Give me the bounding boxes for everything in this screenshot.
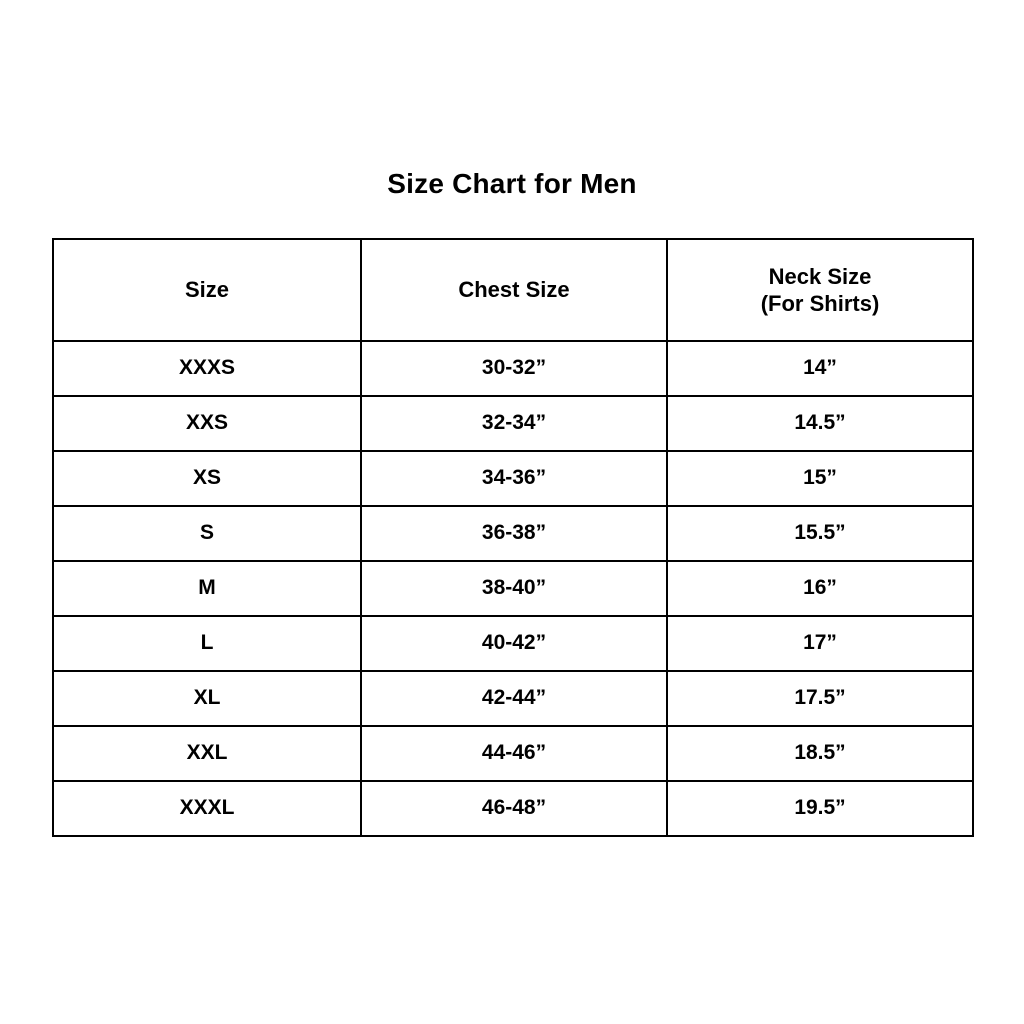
table-header [53, 239, 973, 341]
table-header-row [53, 239, 973, 341]
size-chart-table [52, 238, 974, 837]
cell-neck: 16” [667, 561, 973, 616]
cell-neck: 19.5” [667, 781, 973, 836]
cell-neck: 17” [667, 616, 973, 671]
cell-chest: 32-34” [361, 396, 667, 451]
cell-chest: 44-46” [361, 726, 667, 781]
cell-size: XS [53, 451, 361, 506]
cell-chest: 42-44” [361, 671, 667, 726]
cell-neck: 14.5” [667, 396, 973, 451]
page-title: Size Chart for Men [387, 168, 637, 199]
table-row [53, 561, 973, 616]
table-row [53, 726, 973, 781]
cell-chest: 30-32” [361, 341, 667, 396]
column-header-neck-size-label: Neck Size [768, 263, 872, 289]
cell-size: M [53, 561, 361, 616]
cell-chest: 46-48” [361, 781, 667, 836]
column-header-chest-size [361, 239, 667, 341]
column-header-chest-size-label: Chest Size [458, 277, 570, 303]
cell-neck: 18.5” [667, 726, 973, 781]
cell-size: XXXS [53, 341, 361, 396]
table-row [53, 396, 973, 451]
column-header-size-label: Size [184, 277, 230, 303]
size-chart-table-wrapper [52, 238, 972, 837]
column-header-neck-size-sublabel: (For Shirts) [760, 291, 880, 316]
cell-neck: 15.5” [667, 506, 973, 561]
column-header-size [53, 239, 361, 341]
cell-chest: 36-38” [361, 506, 667, 561]
table-row [53, 671, 973, 726]
cell-chest: 38-40” [361, 561, 667, 616]
cell-size: XL [53, 671, 361, 726]
table-row [53, 506, 973, 561]
table-row [53, 616, 973, 671]
cell-neck: 14” [667, 341, 973, 396]
cell-neck: 17.5” [667, 671, 973, 726]
table-row [53, 781, 973, 836]
table-row [53, 451, 973, 506]
cell-chest: 40-42” [361, 616, 667, 671]
cell-size: XXL [53, 726, 361, 781]
cell-chest: 34-36” [361, 451, 667, 506]
cell-size: L [53, 616, 361, 671]
column-header-neck-size [667, 239, 973, 341]
table-body [53, 341, 973, 836]
cell-size: S [53, 506, 361, 561]
table-row [53, 341, 973, 396]
cell-size: XXS [53, 396, 361, 451]
cell-neck: 15” [667, 451, 973, 506]
cell-size: XXXL [53, 781, 361, 836]
